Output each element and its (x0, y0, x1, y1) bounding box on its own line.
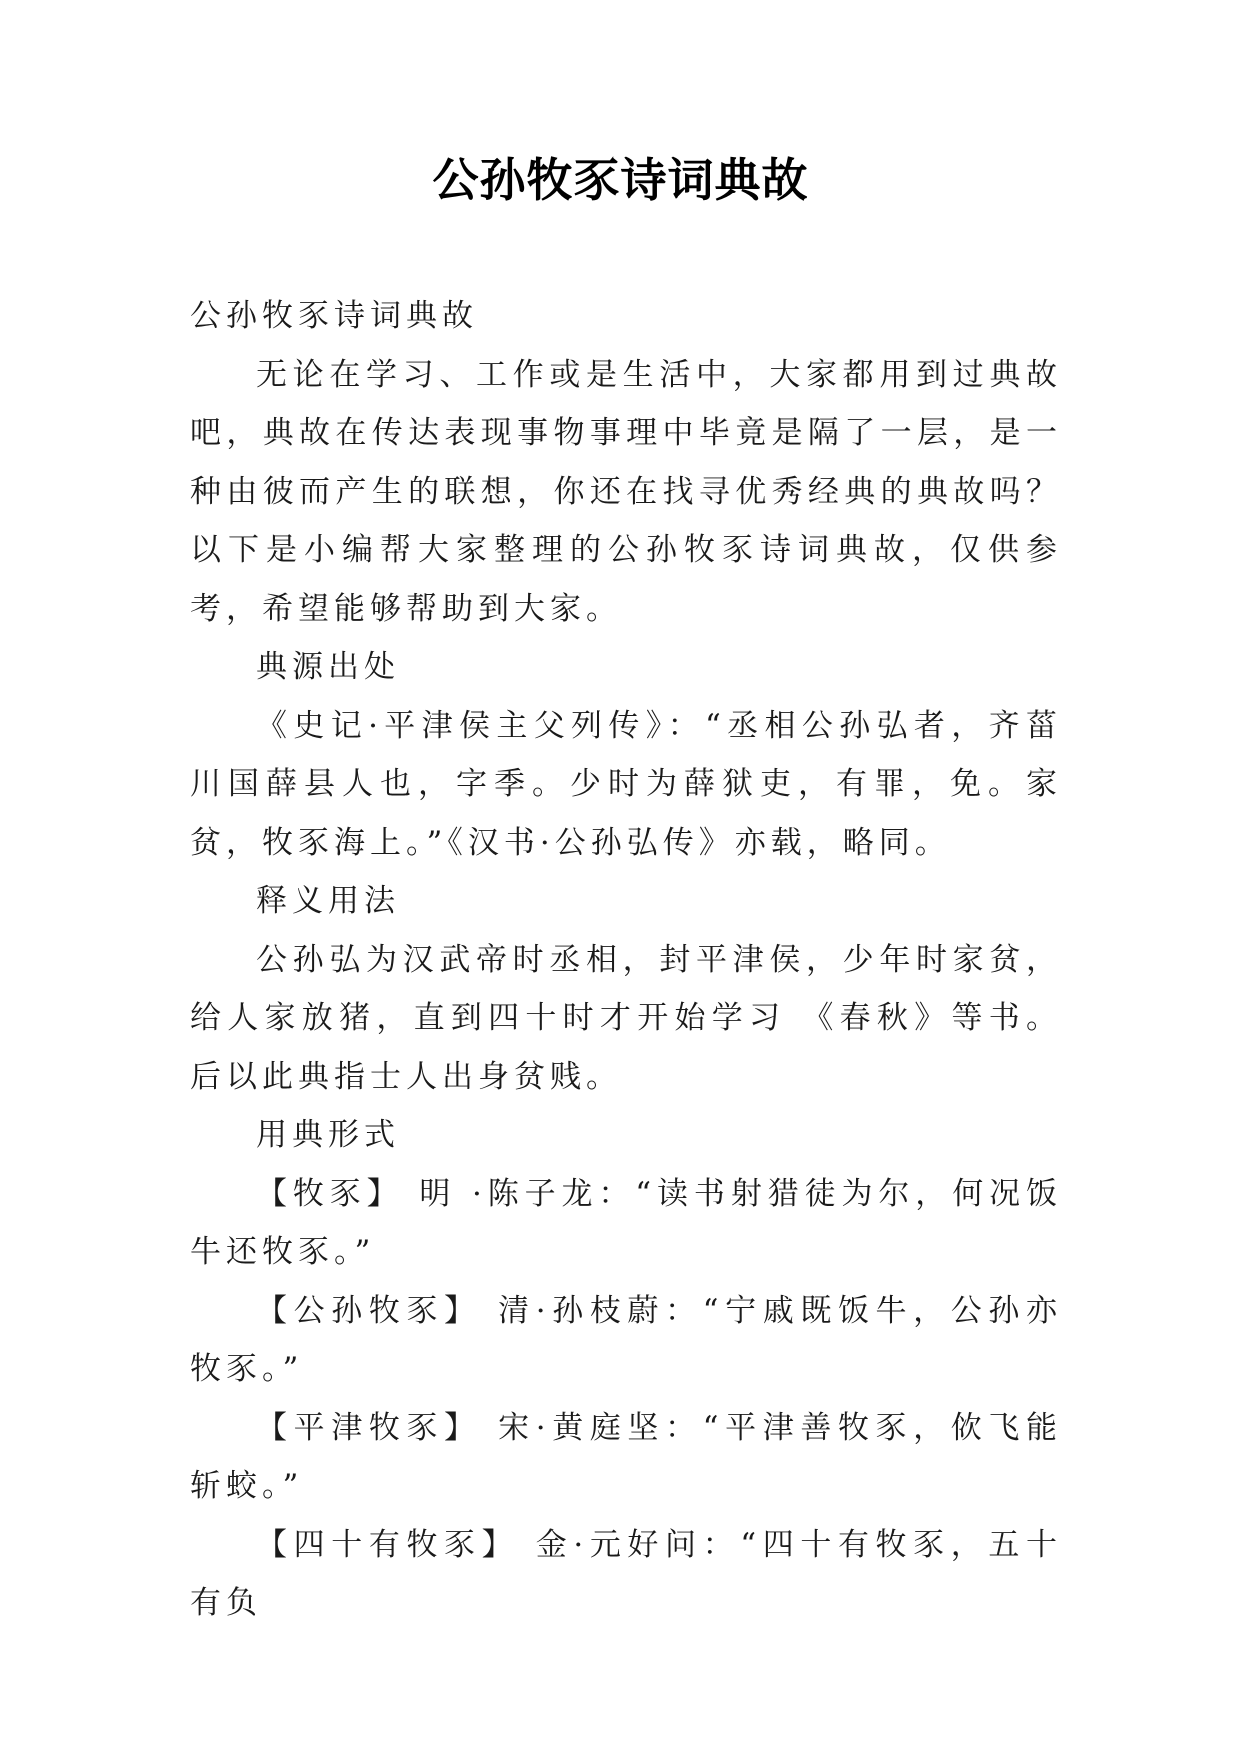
usage-item: 【四十有牧豕】 金·元好问：“四十有牧豕，五十有负 (190, 1526, 1062, 1621)
document-body (190, 287, 1062, 1633)
usage-item: 【公孙牧豕】 清·孙枝蔚：“宁戚既饭牛，公孙亦牧豕。” (190, 1292, 1062, 1387)
paragraph-intro: 无论在学习、工作或是生活中，大家都用到过典故吧，典故在传达表现事物事理中毕竟是隔了一层，是一种由彼而产生的联想，你还在找寻优秀经典的典故吗？以下是小编帮大家整理的公孙牧豕诗词典故，仅供参考，希望能够帮助到大家。 (190, 356, 1062, 627)
usage-item: 【平津牧豕】 宋·黄庭坚：“平津善牧豕，佽飞能斩蛟。” (190, 1409, 1062, 1504)
usage-item: 【牧豕】 明 ·陈子龙：“读书射猎徒为尔，何况饭牛还牧豕。” (190, 1175, 1062, 1270)
section-heading-meaning: 释义用法 (256, 883, 400, 919)
section-heading-source: 典源出处 (256, 649, 400, 685)
document-title: 公孙牧豕诗词典故 (432, 153, 809, 207)
paragraph-subtitle: 公孙牧豕诗词典故 (190, 298, 478, 334)
paragraph-meaning: 公孙弘为汉武帝时丞相，封平津侯，少年时家贫，给人家放猪，直到四十时才开始学习 《春秋》等书。后以此典指士人出身贫贱。 (190, 941, 1062, 1095)
paragraph-source: 《史记·平津侯主父列传》：“丞相公孙弘者，齐菑川国薛县人也，字季。少时为薛狱吏，有罪，免。家贫，牧豕海上。”《汉书·公孙弘传》亦载，略同。 (190, 707, 1062, 861)
section-heading-forms: 用典形式 (256, 1117, 400, 1153)
